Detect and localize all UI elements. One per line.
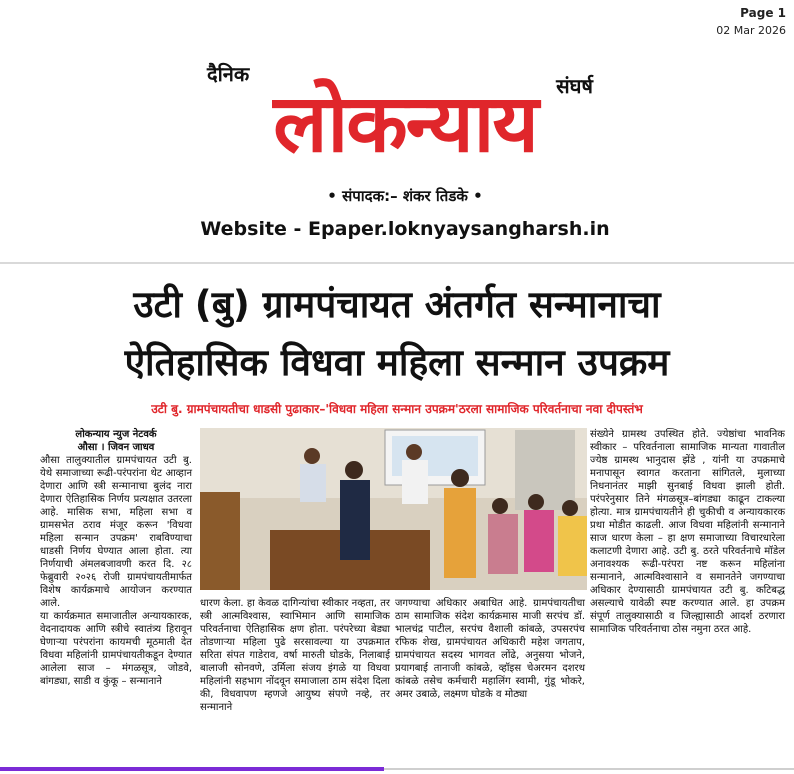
headline-line-2: ऐतिहासिक विधवा महिला सन्मान उपक्रम <box>124 341 670 384</box>
website-link[interactable]: Website - Epaper.loknyaysangharsh.in <box>200 218 610 240</box>
masthead <box>195 58 615 248</box>
issue-date: 02 Mar 2026 <box>716 24 786 37</box>
article-column-4: संख्येने ग्रामस्थ उपस्थित होते. ज्येष्ठांचा भावनिक स्वीकार – परिवर्तनाला सामाजिक मान्यता गावातील ज्येष्ठ ग्रामस्थ भानुदास झेंडे , यांनी या उपक्रमाचे मनापासून स्वागत करताना सांगितले, मुलाच्या निधनानंतर माझी सुनबाई विधवा झाली होती. परंपरेनुसार तिने मंगळसूत्र–बांगड्या काढून टाकल्या होत्या. मात्र ग्रामपंचायतीने ही चुकीची व अन्यायकारक प्रथा मोडीत काढली. आज विधवा महिलांनी सन्मानाने साज धारण केला – हा क्षण समाजाच्या विचारधारेला कलाटणी देणारा आहे. उटी बु. ठरते परिवर्तनाचे मॉडेल अनावश्यक रूढी-परंपरा नष्ट करून महिलांना सन्मानाने, आत्मविश्वासाने व समानतेने जगण्याचा अधिकार देण्यासाठी ग्रामपंचायत उटी बु. कटिबद्ध असल्याचे यावेळी स्पष्ट करण्यात आले. हा उपक्रम संपूर्ण तालुक्यासाठी व जिल्ह्यासाठी आदर्श ठरणारा सामाजिक परिवर्तनाचा ठोस नमुना ठरत आहे. <box>590 429 785 635</box>
page-number: Page 1 <box>740 6 786 20</box>
subheadline: उटी बु. ग्रामपंचायतीचा धाडसी पुढाकार–'विधवा महिला सन्मान उपक्रम'ठरला सामाजिक परिवर्तनाचा नवा दीपस्तंभ <box>151 402 643 416</box>
header-divider <box>0 262 794 264</box>
article-column-2: धारण केला. हा केवळ दागिन्यांचा स्वीकार नव्हता, तर स्त्री आत्मविश्वास, स्वाभिमान आणि सामाजिक परिवर्तनाचा ऐतिहासिक क्षण होता. परंपरेच्या बेड्या तोडणाऱ्या महिला पुढे सरसावल्या या उपक्रमात सरिता संपत गाडेराव, वर्षा मारुती घोडके, निलाबाई बालाजी सोनवणे, उर्मिला संजय इंगळे या विधवा महिलांनी सहभाग नोंदवून समाजाला ठाम संदेश दिला की, विधवापण म्हणजे आयुष्य संपणे नव्हे, तर सन्मानाने <box>200 598 390 713</box>
editor-line: • संपादक:– शंकर तिडके • <box>327 187 483 205</box>
article-paragraph: औसा तालुक्यातील ग्रामपंचायत उटी बु. येथे समाजाच्या रूढी-परंपरांना थेट आव्हान देणारा आणि स्त्री सन्मानाचा बुलंद नारा देणारा ऐतिहासिक निर्णय प्रत्यक्षात उतरला आहे. मासिक सभा, महिला सभा व ग्रामसभेत ठराव मंजूर करून 'विधवा महिला सन्मान उपक्रम' राबविण्याचा धाडसी निर्णय घेण्यात आला होता. त्या निर्णयाची अंमलबजावणी करत दि. २८ फेब्रुवारी २०२६ रोजी ग्रामपंचायतीमार्फत विशेष कार्यक्रमाचे आयोजन करण्यात आले. <box>40 455 192 609</box>
footer-divider <box>384 768 794 770</box>
event-photo <box>200 428 587 590</box>
article-paragraph: या कार्यक्रमात समाजातील अन्यायकारक, वेदनादायक आणि स्त्रीचे स्वातंत्र्य हिरावून घेणाऱ्या परंपरांना कायमची मूठमाती देत विधवा महिलांनी ग्रामपंचायतीकडून देण्यात आलेला साज – मंगळसूत्र, जोडवे, बांगड्या, साडी व कुंकू – सन्मानाने <box>40 611 192 687</box>
article-column-3: जगण्याचा अधिकार अबाधित आहे. ग्रामपंचायतीचा ठाम सामाजिक संदेश कार्यक्रमास माजी सरपंच डॉ. भालचंद्र पाटील, सरपंच वैशाली कांबळे, उपसरपंच रफिक शेख, ग्रामपंचायत अधिकारी महेश जगताप, ग्रामपंचायत सदस्य भागवत लोंढे, अनुसया भोजने, प्रयागबाई तानाजी कांबळे, व्हॉइस चेअरमन दशरथ कांबळे तसेच कर्मचारी महालिंग स्वामी, गुंडू भोकरे, अमर उबाळे, लक्ष्मण घोडके व मोठ्या <box>395 598 585 700</box>
footer-accent-bar <box>0 767 384 771</box>
byline-agency: लोकन्याय न्युज नेटवर्क <box>75 429 157 440</box>
byline-reporter: औसा । जिवन जाधव <box>77 442 155 453</box>
masthead-prefix: दैनिक <box>207 62 250 86</box>
article-column-1 <box>40 428 192 688</box>
newspaper-logo: लोकन्याय <box>273 77 537 170</box>
masthead-suffix: संघर्ष <box>556 74 593 98</box>
headline-line-1: उटी (बु) ग्रामपंचायत अंतर्गत सन्मानाचा <box>133 283 661 326</box>
